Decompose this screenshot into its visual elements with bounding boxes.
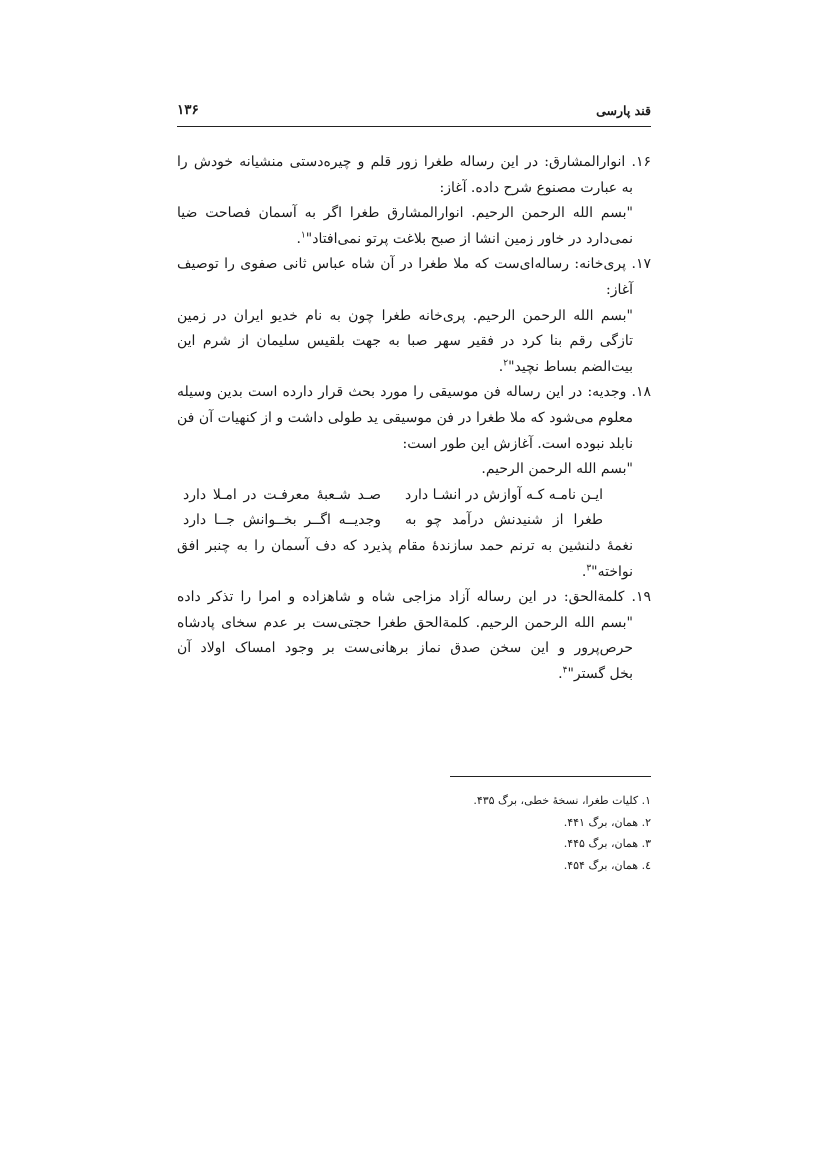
entry-number: ۱۸.: [631, 384, 651, 401]
text-line: ۱۶. انوارالمشارق: در این رساله طغرا زور قلم و چیره‌دستی منشیانه خودش را: [177, 150, 651, 176]
page-header: [177, 100, 651, 127]
quote-line: بیت‌الضم بساط نچید"$^۲$.: [498, 358, 633, 375]
entry-number: ۱۶.: [631, 154, 651, 170]
verse-hemistich: ایـن نامـه کـه آوازش در انشـا دارد: [405, 486, 603, 503]
text-line: ۱۹. کلمة‌الحق: در این رساله آزاد مزاجی شاه و شاهزاده و امرا را تذکر داده: [177, 585, 651, 611]
verse-line: [177, 483, 651, 509]
quote-line: حرص‌پرور و این سخن صدق نماز برهانی‌ست بر وجود امساک اولاد آن: [177, 640, 633, 657]
quote-line: نغمهٔ دلنشین به ترنم حمد سازندهٔ مقام پذیرد که دف آسمان را به چنبر افق: [177, 537, 633, 554]
footnotes: [351, 790, 651, 876]
footnote: ۳. همان، برگ ۴۴۵.: [563, 837, 651, 850]
text-line: ۱۸. وجدیه: در این رساله فن موسیقی را مورد بحث قرار دارده است بدین وسیله: [177, 380, 651, 406]
footnote-ref: ۳: [586, 562, 592, 573]
quote-line: بخل گستر"$^۴$.: [558, 665, 633, 682]
verse-hemistich: وجدیــه اگــر بخــوانش جــا دارد: [183, 512, 381, 529]
quote-line: نمی‌دارد در خاور زمین انشا از صبح بلاغت پرتو نمی‌افتاد"$^۱$.: [296, 230, 633, 247]
quote-line: "بسم الله الرحمن الرحیم.: [481, 461, 633, 478]
verse-hemistich: طغرا از شنیدنش درآمد چو به: [405, 512, 603, 529]
quote-line: "بسم الله الرحمن الرحیم. انوارالمشارق طغرا اگر به آسمان فصاحت ضیا: [177, 205, 633, 222]
quote-line: "بسم الله الرحمن الرحیم. پری‌خانه طغرا چون به نام خدیو ایران در زمین: [177, 307, 633, 324]
footnote-divider: [450, 776, 651, 777]
entry-19: [177, 585, 651, 687]
text-line: نابلد نبوده است. آغازش این طور است:: [402, 435, 633, 452]
entry-number: ۱۹.: [631, 589, 651, 606]
page-number: ۱۳۶: [177, 102, 199, 118]
body-text: [177, 150, 651, 687]
footnote: ٤. همان، برگ ۴۵۴.: [563, 858, 651, 872]
entry-number: ۱۷.: [631, 256, 651, 273]
text-line: به عبارت مصنوع شرح داده. آغاز:: [439, 179, 633, 196]
footnote: ۲. همان، برگ ۴۴۱.: [563, 815, 651, 829]
verse-line: [177, 508, 651, 534]
entry-17: [177, 252, 651, 380]
footnote-ref: ۱: [300, 230, 306, 241]
quote-line: نواخته"$^۳$.: [581, 562, 633, 580]
journal-title: قند پارسی: [596, 103, 651, 118]
entry-18: [177, 380, 651, 585]
text-line: معلوم می‌شود که ملا طغرا در فن موسیقی ید طولی داشت و از کنهیات آن فن: [177, 409, 633, 426]
quote-line: تازگی رقم بنا کرد در فقیر سهر صبا به جهت بلقیس سلیمان از شرم این: [177, 333, 633, 350]
text-line: آغاز:: [606, 281, 633, 298]
footnote-ref: ۲: [503, 358, 509, 369]
quote-line: "بسم الله الرحمن الرحیم. کلمة‌الحق طغرا حجتی‌ست بر عدم سخای پادشاه: [177, 614, 633, 631]
footnote: ۱. کلیات طغرا، نسخهٔ خطی، برگ ۴۳۵.: [473, 794, 651, 807]
text-line: ۱۷. پری‌خانه: رساله‌ای‌ست که ملا طغرا در آن شاه عباس ثانی صفوی را توصیف: [177, 252, 651, 278]
entry-16: [177, 150, 651, 252]
verse-hemistich: صـد شـعبهٔ معرفـت در امـلا دارد: [183, 486, 381, 503]
footnote-ref: ۴: [562, 665, 568, 676]
